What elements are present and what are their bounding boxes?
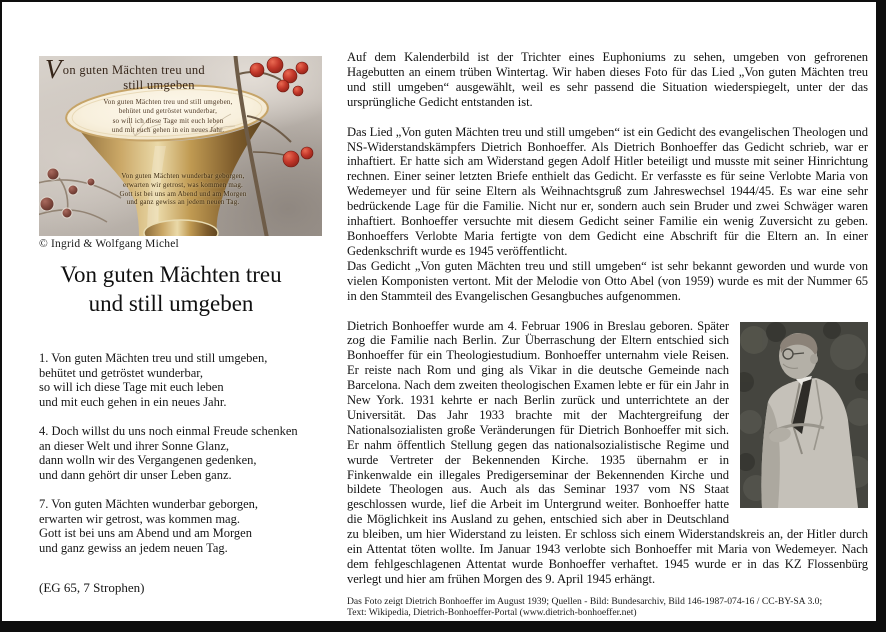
poem-stanzas xyxy=(39,351,339,570)
calendar-overlay-title xyxy=(45,56,255,93)
bonhoeffer-portrait-graphic xyxy=(740,322,868,508)
stanza-line: Gott ist bei uns am Abend und am Morgen xyxy=(39,526,252,540)
stanza-line: an dieser Welt und ihrer Sonne Glanz, xyxy=(39,438,230,453)
paragraph-kalenderbild: Auf dem Kalenderbild ist der Trichter eines Euphoniums zu sehen, umgeben von gefrorenen Hagebutten an einem trüben Wintertag. Wir haben dieses Foto für das Lied „Von guten Mächten treu und still umgeben“ ausgewählt, weil es sehr passend die Situation wiederspiegelt, unter der das ursprüngliche Gedicht entstanden ist. xyxy=(347,50,868,109)
paragraph-gap xyxy=(347,304,868,319)
stanza-line: und mit euch gehen in ein neues Jahr. xyxy=(39,394,227,409)
photo-credit-left: © Ingrid & Wolfgang Michel xyxy=(39,238,179,250)
bell-stanza-line: erwarten wir getrost, was kommen mag. xyxy=(123,180,243,189)
stanza-line: erwarten wir getrost, was kommen mag. xyxy=(39,511,240,526)
poem-title-line1: Von guten Mächten treu xyxy=(60,262,282,287)
poem-title xyxy=(18,261,324,318)
stanza-1 xyxy=(39,351,339,409)
stanza-line: so will ich diese Tage mit euch leben xyxy=(39,380,224,394)
article-column xyxy=(347,50,868,619)
poem-footnote: (EG 65, 7 Strophen) xyxy=(39,580,145,595)
stanza-line: 1. Von guten Mächten treu und still umgeben, xyxy=(39,351,268,365)
photo-credits-line2: Text: Wikipedia, Dietrich-Bonhoeffer-Portal (www.dietrich-bonhoeffer.net) xyxy=(347,607,637,619)
stanza-line: und ganz gewiss an jedem neuen Tag. xyxy=(39,540,228,555)
stanza-7 xyxy=(39,497,339,555)
paragraph-gap xyxy=(347,110,868,125)
paper-sheet xyxy=(2,2,876,621)
stanza-line: und dann gehört dir unser Leben ganz. xyxy=(39,467,232,482)
rim-stanza-line: Von guten Mächten treu und still umgeben, xyxy=(103,98,233,106)
bell-stanza-line: Gott ist bei uns am Abend und am Morgen xyxy=(119,189,247,198)
decorative-initial: V xyxy=(45,56,62,84)
calendar-overlay-title-line2: still umgeben xyxy=(123,78,195,92)
calendar-photo xyxy=(39,56,322,236)
calendar-rim-stanza xyxy=(67,98,269,136)
paragraph-lied-entstehung: Das Lied „Von guten Mächten treu und still umgeben“ ist ein Gedicht des evangelischen Theologen und NS-Widerstandskämpfers Dietrich Bonhoeffer. Als Dietrich Bonhoeffer das Gedicht schrieb, war er inhaftiert. Er hatte sich am Widerstand gegen Adolf Hitler beteiligt und musste mit seiner Hinrichtung rechnen. Einer seiner letzten Briefe enthielt das Gedicht. Er verfasste es für seine Verlobte Maria von Wedemeyer und für seine Eltern als Weihnachtsgruß zum Jahreswechsel 1944/45. Es war eine sehr bedrückende Lage für die Familie. Nicht nur er, sondern auch sein Bruder und zwei Schwäger waren inhaftiert. Bonhoeffer versuchte mit diesem Gedicht seiner Familie ein wenig Zuversicht zu geben. Bonhoeffers Verlobte Maria fertigte von dem Gedicht eine Abschrift für die Eltern an. In einer Gedenkschrift wurde es 1945 veröffentlicht. xyxy=(347,124,868,258)
rim-stanza-line: und mit euch gehen in ein neues Jahr. xyxy=(111,126,225,135)
poem-title-line2: und still umgeben xyxy=(88,290,254,316)
stanza-line: behütet und getröstet wunderbar, xyxy=(39,365,204,380)
photo-credits xyxy=(347,596,868,619)
stanza-4 xyxy=(39,424,339,482)
paragraph-biografie xyxy=(347,319,868,587)
bell-stanza-line: und ganz gewiss an jedem neuen Tag. xyxy=(126,198,240,207)
rim-stanza-line: behütet und getröstet wunderbar, xyxy=(118,107,218,116)
calendar-bell-stanza xyxy=(87,172,279,207)
photo-credits-line1: Das Foto zeigt Dietrich Bonhoeffer im August 1939; Quellen - Bild: Bundesarchiv, Bild 146-1987-074-16 / CC-BY-SA 3.0; xyxy=(347,595,823,607)
stanza-line: 4. Doch willst du uns noch einmal Freude schenken xyxy=(39,424,298,438)
stanza-line: 7. Von guten Mächten wunderbar geborgen, xyxy=(39,497,259,511)
calendar-overlay-title-rest: on guten Mächten treu und xyxy=(62,63,205,77)
stanza-line: dann wolln wir des Vergangenen gedenken, xyxy=(39,453,257,467)
paragraph-biografie-text: Dietrich Bonhoeffer wurde am 4. Februar 1906 in Breslau geboren. Später zog die Familie nach Berlin. Zur Überraschung der Eltern entschied sich Bonhoeffer für ein Theologiestudium. Bonhoeffer unternahm viele Reisen. Er reiste nach Rom und ging als Vikar in die deutsche Gemeinde nach Barcelona. Nach dem zweiten theologischen Examen lebte er für ein Jahr in New York. 1931 kehrte er nach Berlin zurück und unterrichtete an der Universität. Das Jahr 1933 brachte mit der Machtergreifung der Nationalsozialisten große Veränderungen für Dietrich Bonhoeffer mit sich. Er nahm öffentlich Stellung gegen das nationalsozialistische Regime und wurde Vertreter der Bekennenden Kirche. 1935 übernahm er in Finkenwalde ein illegales Predigerseminar der Bekennenden Kirche und bildete Theologen aus. Auch als das Seminar 1937 vom NS Staat geschlossen wurde, lief die Arbeit im Untergrund weiter. Bonhoeffer hatte die Möglichkeit ins Ausland zu gehen, entschied sich aber in Deutschland zu bleiben, um hier Widerstand zu leisten. Er schloss sich einem Widerstandskreis an, der Hitler durch ein Attentat töten wollte. Im Januar 1943 verlobte sich Bonhoeffer mit Maria von Wedemeyer. Nach dem fehlgeschlagenen Attentat wurde Bonhoeffer verhaftet. 1945 wurde er in das KZ Flossenbürg verlegt und hier am frühen Morgen des 9. April 1945 erhängt. xyxy=(347,318,868,586)
rim-stanza-line: so will ich diese Tage mit euch leben xyxy=(112,116,224,125)
bell-stanza-line: Von guten Mächten wunderbar geborgen, xyxy=(121,172,245,180)
bonhoeffer-photo xyxy=(740,322,868,508)
paragraph-vertonung: Das Gedicht „Von guten Mächten treu und still umgeben“ ist sehr bekannt geworden und wurde von vielen Komponisten vertont. Mit der Melodie von Otto Abel (von 1959) wurde es mit der Nummer 65 in den Stammteil des Evangelischen Gesangbuches aufgenommen. xyxy=(347,258,868,303)
